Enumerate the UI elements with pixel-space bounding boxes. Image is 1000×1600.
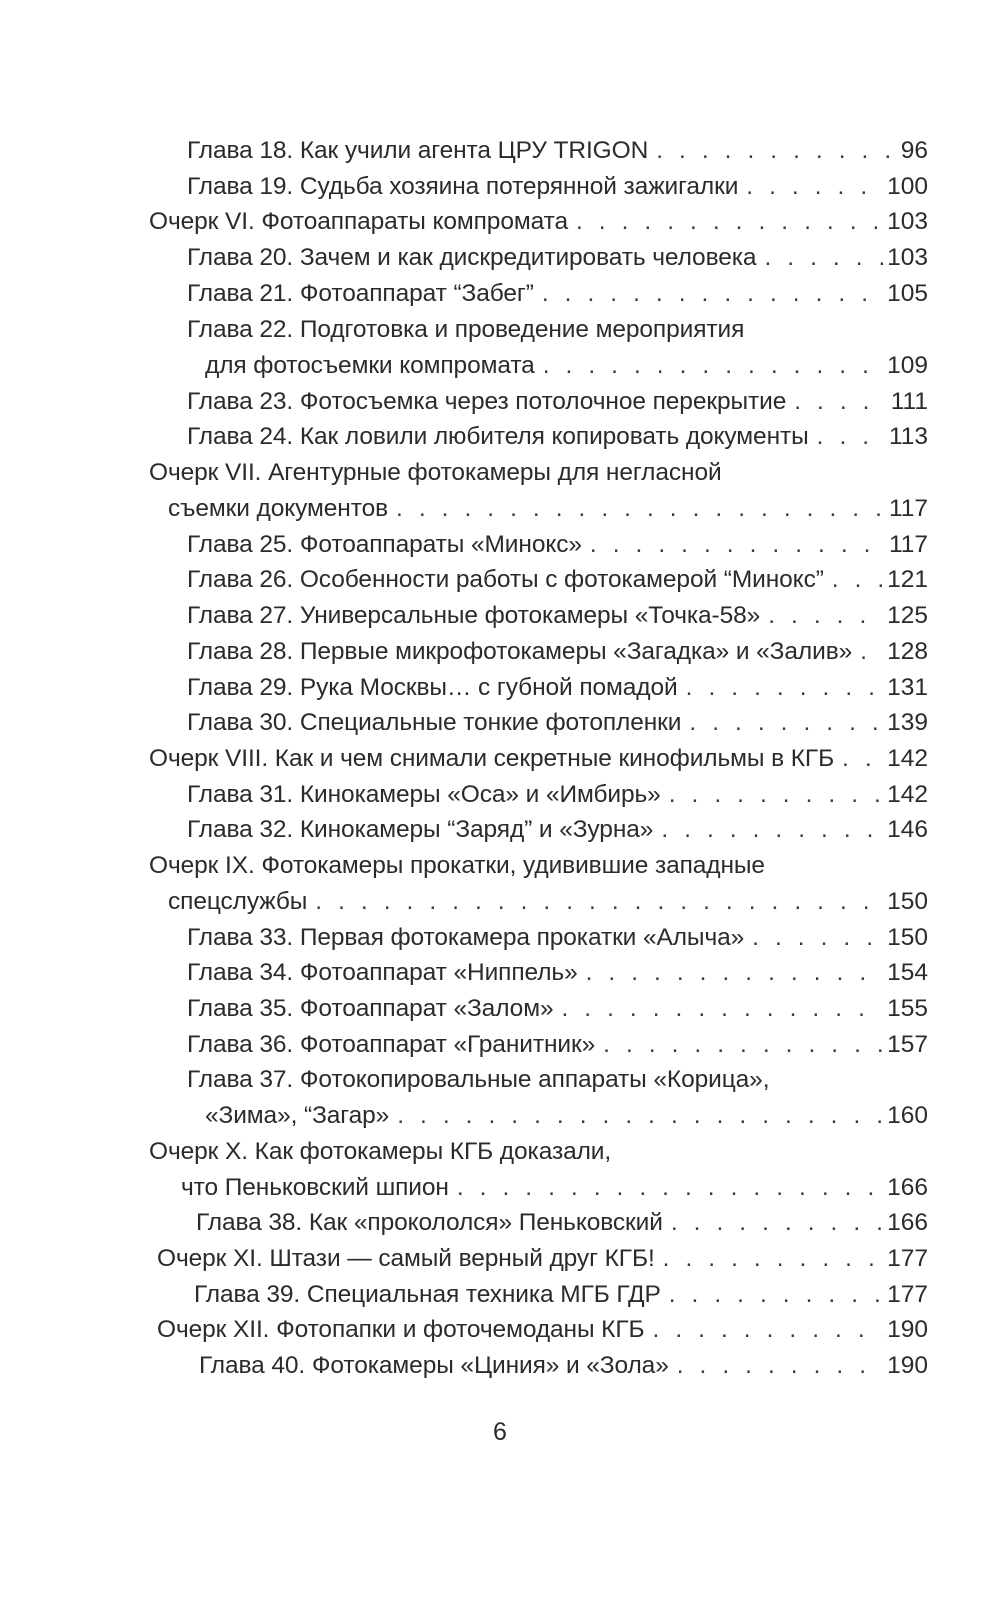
toc-entry-page: 100 bbox=[887, 173, 928, 200]
toc-entry-essay-7-line-1[interactable] bbox=[149, 455, 722, 491]
toc-entry-chapter-30[interactable] bbox=[187, 705, 928, 741]
toc-entry-title: Очерк XII. Фотопапки и фоточемоданы КГБ bbox=[157, 1316, 645, 1343]
toc-entry-page: 154 bbox=[887, 959, 928, 986]
dot-leader bbox=[396, 491, 885, 527]
toc-entry-page: 177 bbox=[887, 1245, 928, 1272]
toc-entry-essay-11[interactable] bbox=[157, 1241, 928, 1277]
toc-entry-title: Очерк X. Как фотокамеры КГБ доказали, bbox=[149, 1138, 612, 1165]
toc-entry-chapter-39[interactable] bbox=[194, 1277, 928, 1313]
toc-entry-page: 117 bbox=[888, 495, 928, 522]
toc-entry-page: 109 bbox=[887, 352, 928, 379]
toc-entry-page: 160 bbox=[887, 1102, 928, 1129]
toc-entry-chapter-34[interactable] bbox=[187, 955, 928, 991]
dot-leader bbox=[669, 777, 883, 813]
toc-entry-title: Глава 38. Как «прокололся» Пеньковский bbox=[196, 1209, 663, 1236]
toc-entry-essay-6[interactable] bbox=[149, 204, 928, 240]
toc-entry-page: 166 bbox=[887, 1174, 928, 1201]
toc-entry-page: 105 bbox=[887, 280, 928, 307]
toc-entry-title: Глава 32. Кинокамеры “Заряд” и «Зурна» bbox=[187, 816, 654, 843]
toc-entry-essay-9-line-2[interactable] bbox=[168, 884, 928, 920]
dot-leader bbox=[661, 812, 883, 848]
toc-entry-title: Глава 40. Фотокамеры «Циния» и «Зола» bbox=[199, 1352, 669, 1379]
toc-entry-page: 142 bbox=[887, 781, 928, 808]
toc-entry-chapter-33[interactable] bbox=[187, 920, 928, 956]
toc-entry-title-continued: что Пеньковский шпион bbox=[181, 1174, 449, 1201]
toc-entry-title: Глава 25. Фотоаппараты «Минокс» bbox=[187, 531, 582, 558]
toc-entry-chapter-37-line-2[interactable] bbox=[205, 1098, 928, 1134]
toc-entry-chapter-37-line-1[interactable] bbox=[187, 1062, 769, 1098]
toc-entry-title: Очерк IX. Фотокамеры прокатки, удивившие западные bbox=[149, 852, 765, 879]
toc-entry-title: Глава 22. Подготовка и проведение мероприятия bbox=[187, 316, 745, 343]
toc-entry-chapter-24[interactable] bbox=[187, 419, 928, 455]
dot-leader bbox=[543, 348, 883, 384]
toc-entry-title: Глава 18. Как учили агента ЦРУ TRIGON bbox=[187, 137, 649, 164]
toc-entry-title: Глава 24. Как ловили любителя копировать документы bbox=[187, 423, 809, 450]
dot-leader bbox=[663, 1241, 883, 1277]
toc-entry-title: Глава 36. Фотоаппарат «Гранитник» bbox=[187, 1031, 596, 1058]
toc-entry-page: 150 bbox=[887, 888, 928, 915]
toc-entry-title: Очерк VII. Агентурные фотокамеры для негласной bbox=[149, 459, 722, 486]
dot-leader bbox=[457, 1170, 883, 1206]
toc-entry-title: Глава 19. Судьба хозяина потерянной зажигалки bbox=[187, 173, 739, 200]
dot-leader bbox=[817, 419, 885, 455]
toc-entry-title: Глава 21. Фотоаппарат “Забег” bbox=[187, 280, 534, 307]
toc-entry-title: Глава 33. Первая фотокамера прокатки «Алыча» bbox=[187, 924, 745, 951]
toc-entry-chapter-22-line-2[interactable] bbox=[205, 348, 928, 384]
dot-leader bbox=[603, 1027, 883, 1063]
dot-leader bbox=[576, 204, 883, 240]
toc-entry-chapter-25[interactable] bbox=[187, 527, 928, 563]
toc-entry-chapter-28[interactable] bbox=[187, 634, 928, 670]
toc-entry-title: Очерк VIII. Как и чем снимали секретные кинофильмы в КГБ bbox=[149, 745, 835, 772]
page-number: 6 bbox=[493, 1418, 507, 1446]
toc-entry-page: 155 bbox=[887, 995, 928, 1022]
toc-entry-chapter-18[interactable] bbox=[187, 133, 928, 169]
toc-entry-title-continued: для фотосъемки компромата bbox=[205, 352, 535, 379]
toc-entry-page: 190 bbox=[887, 1352, 928, 1379]
toc-entry-title-continued: «Зима», “Загар» bbox=[205, 1102, 390, 1129]
toc-entry-chapter-27[interactable] bbox=[187, 598, 928, 634]
toc-entry-chapter-26[interactable] bbox=[187, 562, 928, 598]
dot-leader bbox=[315, 884, 883, 920]
toc-entry-chapter-22-line-1[interactable] bbox=[187, 312, 744, 348]
toc-entry-page: 103 bbox=[887, 208, 928, 235]
toc-entry-page: 128 bbox=[887, 638, 928, 665]
toc-entry-page: 125 bbox=[887, 602, 928, 629]
dot-leader bbox=[561, 991, 883, 1027]
toc-entry-title: Очерк VI. Фотоаппараты компромата bbox=[149, 208, 568, 235]
dot-leader bbox=[653, 1312, 884, 1348]
toc-entry-title: Глава 37. Фотокопировальные аппараты «Корица», bbox=[187, 1066, 770, 1093]
toc-entry-title: Глава 34. Фотоаппарат «Ниппель» bbox=[187, 959, 578, 986]
toc-entry-page: 177 bbox=[887, 1281, 928, 1308]
dot-leader bbox=[397, 1098, 883, 1134]
toc-entry-essay-7-line-2[interactable] bbox=[168, 491, 928, 527]
toc-entry-title: Глава 35. Фотоаппарат «Залом» bbox=[187, 995, 554, 1022]
dot-leader bbox=[752, 920, 883, 956]
toc-entry-page: 111 bbox=[890, 388, 928, 415]
dot-leader bbox=[686, 670, 883, 706]
dot-leader bbox=[542, 276, 883, 312]
dot-leader bbox=[860, 634, 883, 670]
toc-entry-chapter-35[interactable] bbox=[187, 991, 928, 1027]
dot-leader bbox=[768, 598, 883, 634]
toc-entry-chapter-21[interactable] bbox=[187, 276, 928, 312]
toc-entry-title: Глава 23. Фотосъемка через потолочное перекрытие bbox=[187, 388, 787, 415]
toc-entry-title: Глава 30. Специальные тонкие фотопленки bbox=[187, 709, 682, 736]
toc-entry-page: 117 bbox=[888, 531, 928, 558]
dot-leader bbox=[586, 955, 884, 991]
toc-entry-essay-8[interactable] bbox=[149, 741, 928, 777]
toc-entry-essay-10-line-1[interactable] bbox=[149, 1134, 611, 1170]
dot-leader bbox=[689, 705, 883, 741]
dot-leader bbox=[794, 384, 887, 420]
toc-entry-essay-10-line-2[interactable] bbox=[181, 1170, 928, 1206]
toc-entry-title: Очерк XI. Штази — самый верный друг КГБ! bbox=[157, 1245, 655, 1272]
toc-entry-chapter-19[interactable] bbox=[187, 169, 928, 205]
toc-entry-page: 190 bbox=[887, 1316, 928, 1343]
toc-entry-page: 146 bbox=[887, 816, 928, 843]
dot-leader bbox=[669, 1277, 883, 1313]
toc-entry-chapter-32[interactable] bbox=[187, 812, 928, 848]
toc-entry-chapter-38[interactable] bbox=[196, 1205, 928, 1241]
toc-entry-title: Глава 29. Рука Москвы… с губной помадой bbox=[187, 674, 678, 701]
dot-leader bbox=[764, 240, 883, 276]
dot-leader bbox=[677, 1348, 883, 1384]
toc-entry-chapter-31[interactable] bbox=[187, 777, 928, 813]
toc-entry-page: 121 bbox=[887, 566, 928, 593]
toc-entry-title-continued: съемки документов bbox=[168, 495, 389, 522]
toc-entry-title: Глава 28. Первые микрофотокамеры «Загадка» и «Залив» bbox=[187, 638, 853, 665]
toc-entry-essay-9-line-1[interactable] bbox=[149, 848, 765, 884]
dot-leader bbox=[656, 133, 897, 169]
dot-leader bbox=[842, 741, 883, 777]
toc-entry-page: 150 bbox=[887, 924, 928, 951]
toc-entry-chapter-29[interactable] bbox=[187, 670, 928, 706]
toc-entry-title: Глава 26. Особенности работы с фотокамерой “Минокс” bbox=[187, 566, 824, 593]
toc-entry-title-continued: спецслужбы bbox=[168, 888, 308, 915]
toc-entry-title: Глава 31. Кинокамеры «Оса» и «Имбирь» bbox=[187, 781, 661, 808]
toc-entry-title: Глава 27. Универсальные фотокамеры «Точка-58» bbox=[187, 602, 761, 629]
toc-entry-chapter-20[interactable] bbox=[187, 240, 928, 276]
toc-entry-page: 166 bbox=[887, 1209, 928, 1236]
dot-leader bbox=[746, 169, 883, 205]
toc-entry-page: 96 bbox=[900, 137, 928, 164]
toc-entry-page: 131 bbox=[887, 674, 928, 701]
toc-entry-chapter-23[interactable] bbox=[187, 384, 928, 420]
toc-entry-chapter-40[interactable] bbox=[199, 1348, 928, 1384]
dot-leader bbox=[832, 562, 883, 598]
dot-leader bbox=[590, 527, 885, 563]
toc-entry-page: 113 bbox=[888, 423, 928, 450]
toc-entry-essay-12[interactable] bbox=[157, 1312, 928, 1348]
toc-entry-title: Глава 39. Специальная техника МГБ ГДР bbox=[194, 1281, 661, 1308]
dot-leader bbox=[671, 1205, 883, 1241]
toc-entry-page: 103 bbox=[887, 244, 928, 271]
toc-entry-title: Глава 20. Зачем и как дискредитировать человека bbox=[187, 244, 757, 271]
toc-entry-page: 157 bbox=[887, 1031, 928, 1058]
toc-entry-chapter-36[interactable] bbox=[187, 1027, 928, 1063]
toc-entry-page: 142 bbox=[887, 745, 928, 772]
toc-entry-page: 139 bbox=[887, 709, 928, 736]
